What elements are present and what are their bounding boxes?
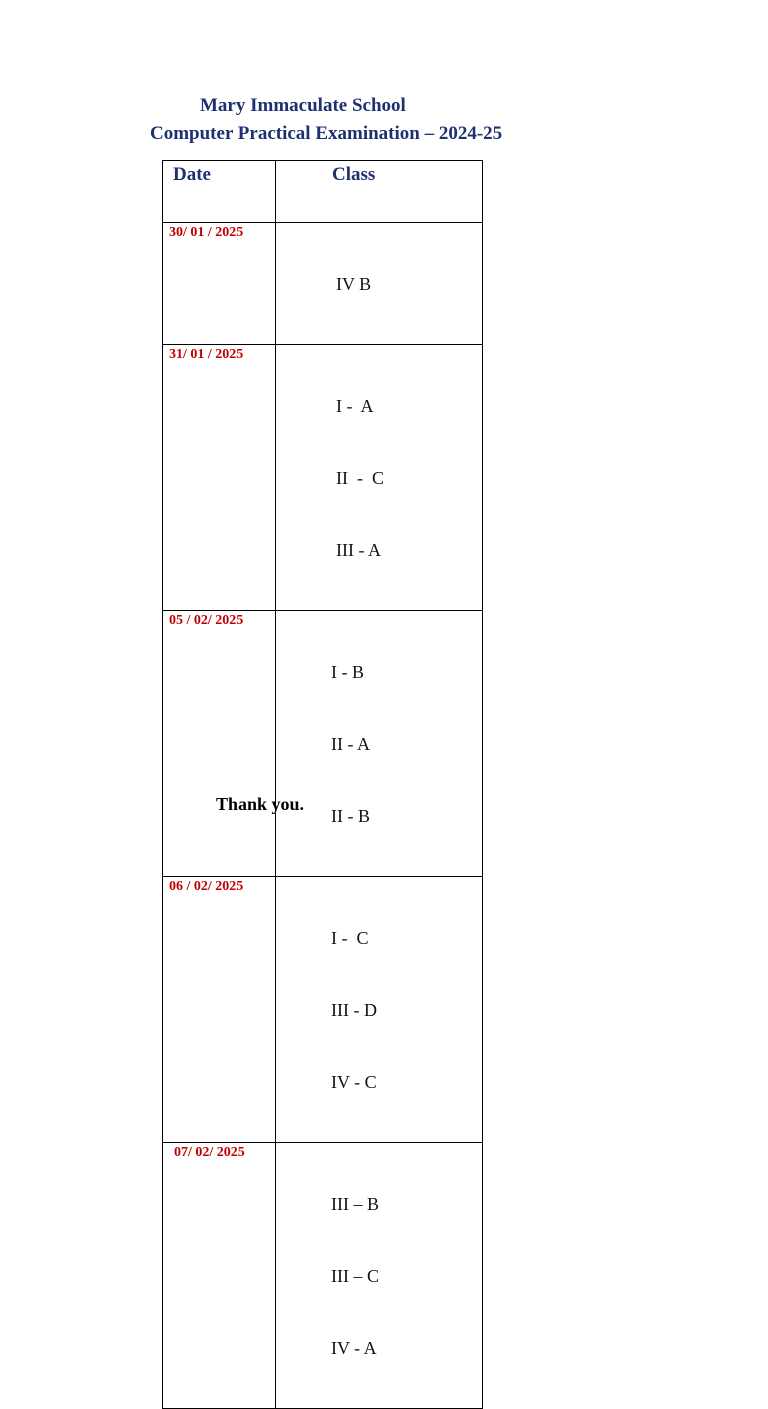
exam-title: Computer Practical Examination – 2024-25	[150, 123, 503, 144]
class-entry: III – B	[331, 1194, 379, 1214]
class-entry: I - B	[331, 662, 364, 682]
class-entry: I - A	[336, 396, 374, 416]
table-row	[163, 877, 483, 1143]
column-header-class: Class	[332, 164, 376, 185]
class-entry: III – C	[331, 1266, 379, 1286]
header-cell-class	[276, 161, 483, 223]
exam-date: 06 / 02/ 2025	[169, 879, 244, 894]
class-entry: IV B	[336, 274, 372, 294]
class-entry: II - C	[336, 468, 384, 488]
class-entry: II - A	[331, 734, 370, 754]
class-entry: I - C	[331, 928, 369, 948]
table-row	[163, 345, 483, 611]
class-list	[276, 877, 482, 1142]
class-entry: III - A	[336, 540, 381, 560]
table-header-row	[163, 161, 483, 223]
class-entry: IV - C	[331, 1072, 377, 1092]
class-list	[276, 345, 482, 610]
header-cell-date	[163, 161, 276, 223]
exam-date: 30/ 01 / 2025	[169, 225, 244, 240]
table-row	[163, 611, 483, 877]
class-entry: III - D	[331, 1000, 377, 1020]
school-name: Mary Immaculate School	[200, 95, 406, 116]
class-list	[276, 611, 482, 876]
exam-date: 05 / 02/ 2025	[169, 613, 244, 628]
table-row	[163, 223, 483, 345]
class-list	[276, 223, 482, 344]
class-entry: IV - A	[331, 1338, 377, 1358]
class-list	[276, 1143, 482, 1408]
thank-you-note: Thank you.	[216, 794, 305, 814]
table-row	[163, 1143, 483, 1409]
exam-date: 31/ 01 / 2025	[169, 347, 244, 362]
column-header-date: Date	[173, 164, 211, 185]
class-entry: II - B	[331, 806, 370, 826]
exam-date: 07/ 02/ 2025	[174, 1145, 245, 1160]
exam-schedule-table	[162, 160, 483, 1409]
